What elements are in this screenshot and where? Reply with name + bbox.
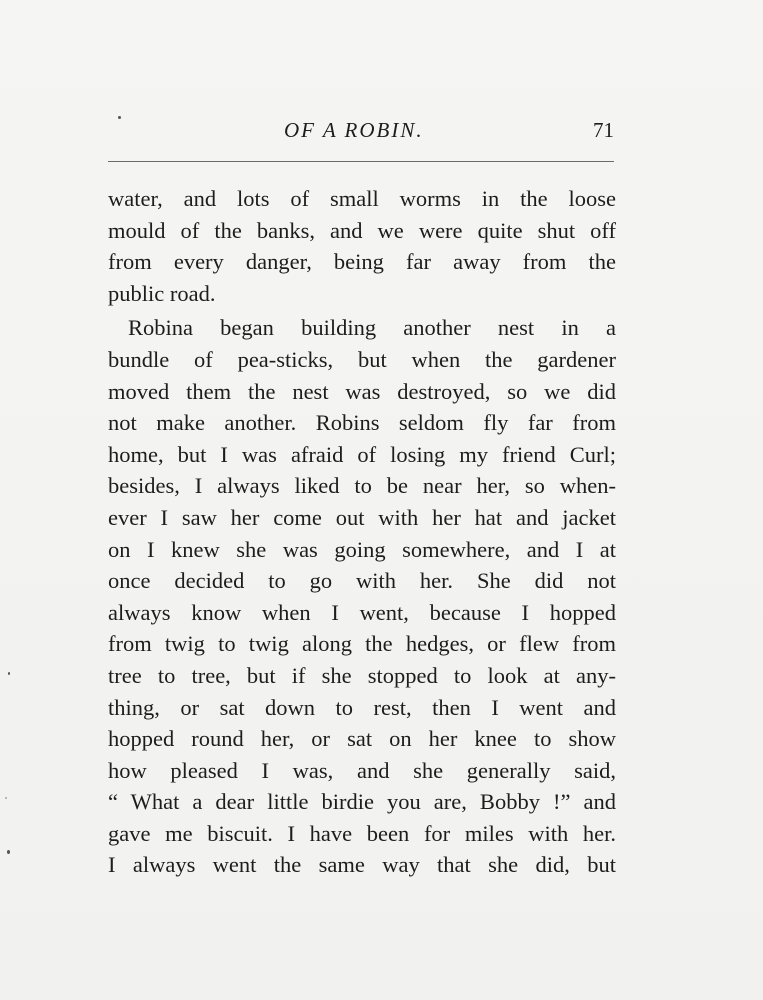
paragraph xyxy=(108,183,616,309)
running-title: OF A ROBIN. xyxy=(284,118,424,142)
text-line: on I knew she was going somewhere, and I at xyxy=(108,536,616,562)
running-head xyxy=(108,118,614,148)
text-line: hopped round her, or sat on her knee to show xyxy=(108,726,616,752)
body-text xyxy=(108,183,616,881)
text-line: ever I saw her come out with her hat and jacket xyxy=(108,504,616,530)
text-line: public road. xyxy=(108,280,216,306)
ink-speck xyxy=(118,116,121,119)
text-line: moved them the nest was destroyed, so we did xyxy=(108,378,616,404)
text-line: bundle of pea-sticks, but when the gardener xyxy=(108,346,616,372)
ink-speck xyxy=(5,797,7,799)
page-number: 71 xyxy=(593,118,614,142)
text-line: how pleased I was, and she generally said, xyxy=(108,757,616,783)
text-line: “ What a dear little birdie you are, Bobby !” and xyxy=(108,789,616,815)
text-line: tree to tree, but if she stopped to look at any- xyxy=(108,662,616,688)
text-line: not make another. Robins seldom fly far from xyxy=(108,410,616,436)
text-line: home, but I was afraid of losing my friend Curl; xyxy=(108,441,616,467)
text-line: I always went the same way that she did, but xyxy=(108,852,616,878)
text-line: besides, I always liked to be near her, so when- xyxy=(108,473,616,499)
text-line: Robina began building another nest in a xyxy=(128,315,616,341)
text-line: from every danger, being far away from the xyxy=(108,249,616,275)
ink-speck xyxy=(8,672,10,675)
header-rule xyxy=(108,161,614,162)
text-line: thing, or sat down to rest, then I went and xyxy=(108,694,616,720)
text-line: gave me biscuit. I have been for miles with her. xyxy=(108,820,616,846)
ink-speck xyxy=(7,850,10,854)
text-line: always know when I went, because I hopped xyxy=(108,599,616,625)
text-line: water, and lots of small worms in the loose xyxy=(108,186,616,211)
paragraph xyxy=(108,312,616,881)
text-line: from twig to twig along the hedges, or flew from xyxy=(108,631,616,657)
text-line: once decided to go with her. She did not xyxy=(108,568,616,594)
text-line: mould of the banks, and we were quite shut off xyxy=(108,217,616,243)
